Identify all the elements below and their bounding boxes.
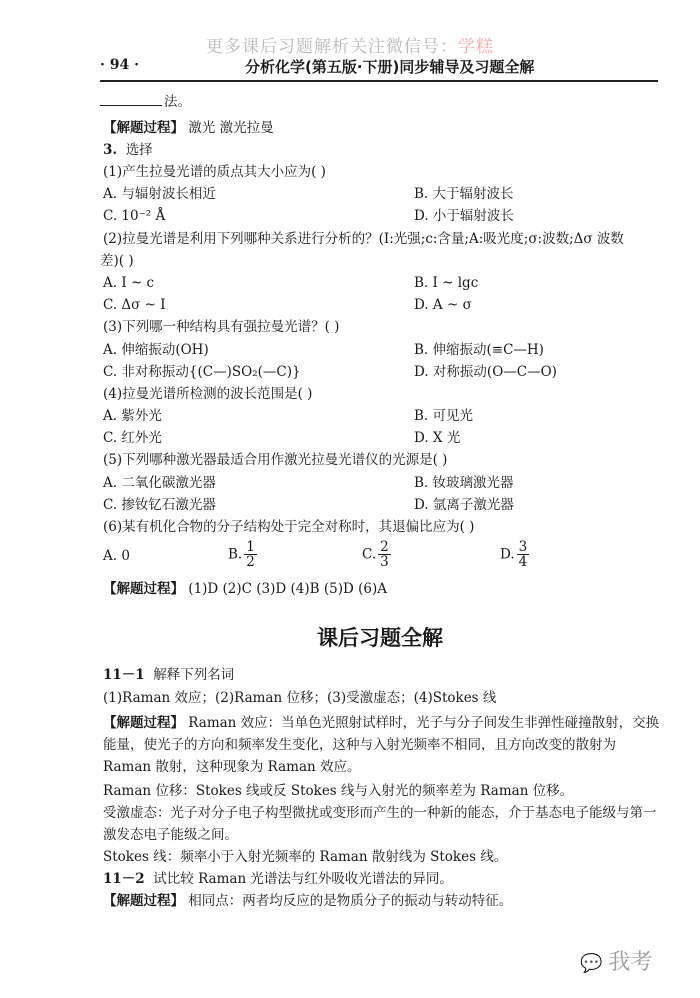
header-rule — [100, 80, 658, 82]
q4-option-c: C. 红外光 — [103, 430, 162, 446]
q1-option-c: C. 10⁻² Å — [103, 208, 166, 224]
q1-option-a: A. 与辐射波长相近 — [103, 186, 216, 202]
q3-option-d: D. 对称振动(O—C—O) — [414, 364, 557, 380]
q4-option-b: B. 可见光 — [414, 408, 474, 424]
q3-option-c: C. 非对称振动{(C—)SO₂(—C)} — [103, 364, 301, 380]
blank — [100, 105, 162, 106]
q2-stem-cont: 差)( ) — [100, 253, 134, 269]
q4-option-d: D. X 光 — [414, 430, 461, 446]
q5-stem: (5)下列哪种激光器最适合用作激光拉曼光谱仪的光源是( ) — [103, 452, 448, 468]
answer-raman-effect: 【解题过程】 Raman 效应：当单色光照射试样时，光子与分子间发生非弹性碰撞散射，交换能量，使光子的方向和频率发生变化，这种与入射光频率不相同，且方向改变的散射为 Raman 散射，这种现象为 Raman 效应。 — [103, 715, 660, 775]
q1-option-d: D. 小于辐射波长 — [414, 208, 514, 224]
q3-option-a: A. 伸缩振动(OH) — [103, 342, 209, 358]
terms-list: (1)Raman 效应；(2)Raman 位移；(3)受激虚态；(4)Stokes 线 — [103, 690, 497, 706]
exercise-11-1: 11－1 解释下列名词 — [103, 667, 235, 683]
q2-option-d: D. A ~ σ — [414, 297, 472, 313]
section-title: 课后习题全解 — [317, 626, 443, 650]
q5-option-d: D. 氩离子激光器 — [414, 497, 514, 513]
q1-option-b: B. 大于辐射波长 — [414, 186, 514, 202]
brand-logo: 💬 我考 — [580, 950, 653, 975]
select-heading: 3. 选择 — [103, 142, 153, 158]
q1-stem: (1)产生拉曼光谱的质点其大小应为( ) — [103, 164, 326, 180]
answer-line: 【解题过程】 激光 激光拉曼 — [103, 120, 274, 136]
answer-comparison: 【解题过程】 相同点：两者均反应的是物质分子的振动与转动特征。 — [103, 893, 513, 909]
q3-stem: (3)下列哪一种结构具有强拉曼光谱？( ) — [103, 319, 340, 335]
page-number: · 94 · — [100, 57, 139, 73]
q5-option-a: A. 二氧化碳激光器 — [103, 475, 216, 491]
virtual-state: 受激虚态：光子对分子电子构型微扰或变形而产生的一种新的能态，介于基态电子能级与第一激发态电子能级之间。 — [103, 805, 657, 843]
q2-option-c: C. Δσ ~ I — [103, 297, 166, 313]
q3-option-b: B. 伸缩振动(≡C—H) — [414, 342, 544, 358]
watermark: 更多课后习题解析关注微信号：学糕 — [206, 37, 494, 57]
q5-option-b: B. 钕玻璃激光器 — [414, 475, 514, 491]
raman-shift: Raman 位移：Stokes 线或反 Stokes 线与入射光的频率差为 Raman 位移。 — [103, 783, 574, 799]
q6-option-c: C. $\frac{2}{3}$ — [362, 539, 389, 570]
q6-option-d: D. $\frac{3}{4}$ — [500, 539, 528, 570]
answers-line: 【解题过程】 (1)D (2)C (3)D (4)B (5)D (6)A — [103, 581, 387, 597]
q2-option-a: A. I ~ c — [103, 275, 155, 291]
fill-line: 法。 — [100, 93, 191, 111]
q5-option-c: C. 掺钕钇石激光器 — [103, 497, 216, 513]
stokes-line: Stokes 线：频率小于入射光频率的 Raman 散射线为 Stokes 线。 — [103, 849, 508, 865]
exercise-11-2: 11－2 试比较 Raman 光谱法与红外吸收光谱法的异同。 — [103, 871, 453, 887]
q2-stem: (2)拉曼光谱是利用下列哪种关系进行分析的？(I:光强;c:含量;A:吸光度;σ:波数;Δσ 波数 — [103, 231, 624, 247]
q6-option-b: B. $\frac{1}{2}$ — [228, 539, 255, 570]
q2-option-b: B. I ~ lgc — [414, 275, 479, 291]
q6-stem: (6)某有机化合物的分子结构处于完全对称时，其退偏比应为( ) — [103, 519, 475, 535]
wechat-icon: 💬 — [580, 953, 603, 974]
q4-stem: (4)拉曼光谱所检测的波长范围是( ) — [103, 386, 313, 402]
q6-option-a: A. 0 — [103, 548, 130, 564]
q4-option-a: A. 紫外光 — [103, 408, 162, 424]
running-header: 分析化学(第五版·下册)同步辅导及习题全解 — [245, 58, 535, 76]
